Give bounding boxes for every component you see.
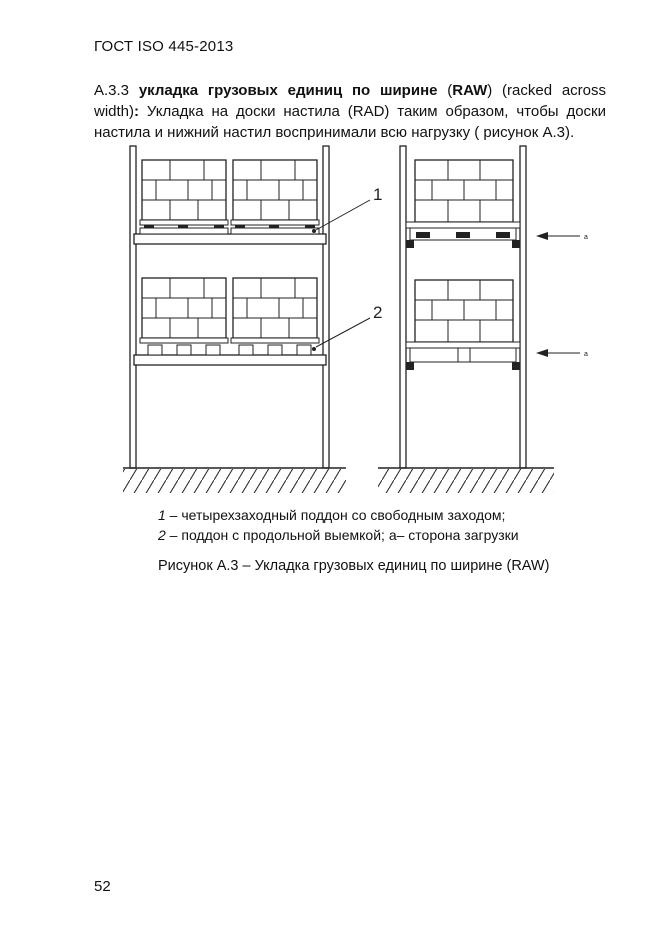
document-header: ГОСТ ISO 445-2013	[94, 38, 234, 55]
clause-abbr-close: )	[487, 82, 493, 99]
notched-pallet-middle	[140, 338, 319, 355]
arrow-label-top: а	[584, 234, 588, 241]
clause-abbr: RAW	[452, 82, 488, 99]
right-rack	[378, 146, 554, 493]
arrow-label-bottom: а	[584, 351, 588, 358]
callout-2: 2	[373, 303, 383, 322]
figure-legend	[158, 505, 519, 545]
callout-1: 1	[373, 185, 383, 204]
loading-side-arrow-bottom	[536, 349, 580, 357]
clause-abbr-open: (	[447, 82, 453, 99]
clause-a-3-3: А.3.3 укладка грузовых единиц по ширине (RAW) (racked across width): Укладка на доски настила (RAD) таким образом, чтобы доски настила и нижний настил воспринимали всю нагрузку ( рисунок А.3).	[94, 82, 606, 141]
four-way-pallet-top	[140, 220, 319, 234]
clause-term: укладка грузовых единиц по ширине	[138, 82, 438, 99]
clause-definition: Укладка на доски настила (RAD) таким образом, чтобы доски настила и нижний настил воспринимали всю нагрузку ( рисунок А.3).	[94, 103, 606, 141]
clause-number: А.3.3	[94, 82, 130, 99]
left-rack	[123, 146, 370, 493]
figure-a-3	[118, 140, 588, 505]
figure-caption: Рисунок А.3 – Укладка грузовых единиц по ширине (RAW)	[158, 558, 550, 574]
loading-side-arrow-top	[536, 232, 580, 240]
legend-item-2: 2 – поддон с продольной выемкой; а– сторона загрузки	[158, 527, 519, 543]
clause-english: (racked across width)	[94, 82, 606, 120]
racking-drawing	[118, 140, 588, 505]
legend-item-1: 1 – четырехзаходный поддон со свободным заходом;	[158, 507, 506, 523]
page-number: 52	[94, 878, 111, 895]
